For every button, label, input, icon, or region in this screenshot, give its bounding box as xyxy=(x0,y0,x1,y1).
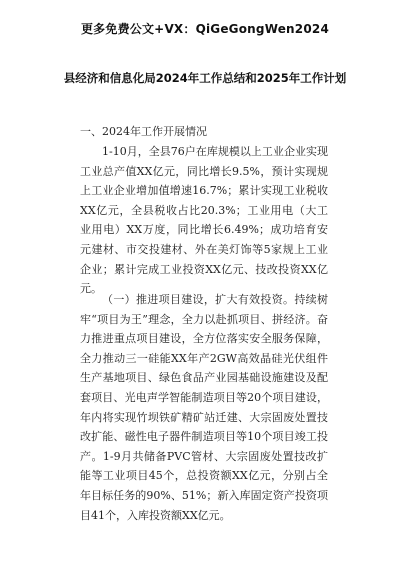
paragraph-overview: 1-10月，全县76户在库规模以上工业企业实现工业总产值XX亿元，同比增长9.5%，预计实现规上工业企业增加值增速16.7%；累计实现工业税收XX亿元，全县税收占比20.3%；工业用电（大工业用电）XX万度，同比增长6.49%；成功培育安元建材、市交投建材、外在美灯饰等5家规上工业企业；累计完成工业投资XX亿元、技改投资XX亿元。 xyxy=(80,145,328,296)
paragraph-project-construction: （一）推进项目建设，扩大有效投资。持续树牢“项目为王”理念，全力以赴抓项目、拼经济。奋力推进重点项目建设，全方位落实安全服务保障，全力推动三一硅能XX年产2GW高效晶硅光伏组件生产基地项目、绿色食品产业园基础设施建设及配套项目、光电声学智能制造项目等20个项目建设，年内将实现竹坝铁矿精矿站迁建、大宗固废处置技改扩能、磁性电子器件制造项目等10个项目竣工投产。1-9月共储备PVC管材、大宗固废处置技改扩能等工业项目45个，总投资额XX亿元，分别占全年目标任务的90%、51%；新入库固定资产投资项目41个，入库投资额XX亿元。 xyxy=(80,293,328,522)
document-title: 县经济和信息化局2024年工作总结和2025年工作计划 xyxy=(63,71,347,85)
section-heading: 一、2024年工作开展情况 xyxy=(80,125,207,138)
watermark-header: 更多免费公文+VX：QiGeGongWen2024 xyxy=(80,22,329,36)
